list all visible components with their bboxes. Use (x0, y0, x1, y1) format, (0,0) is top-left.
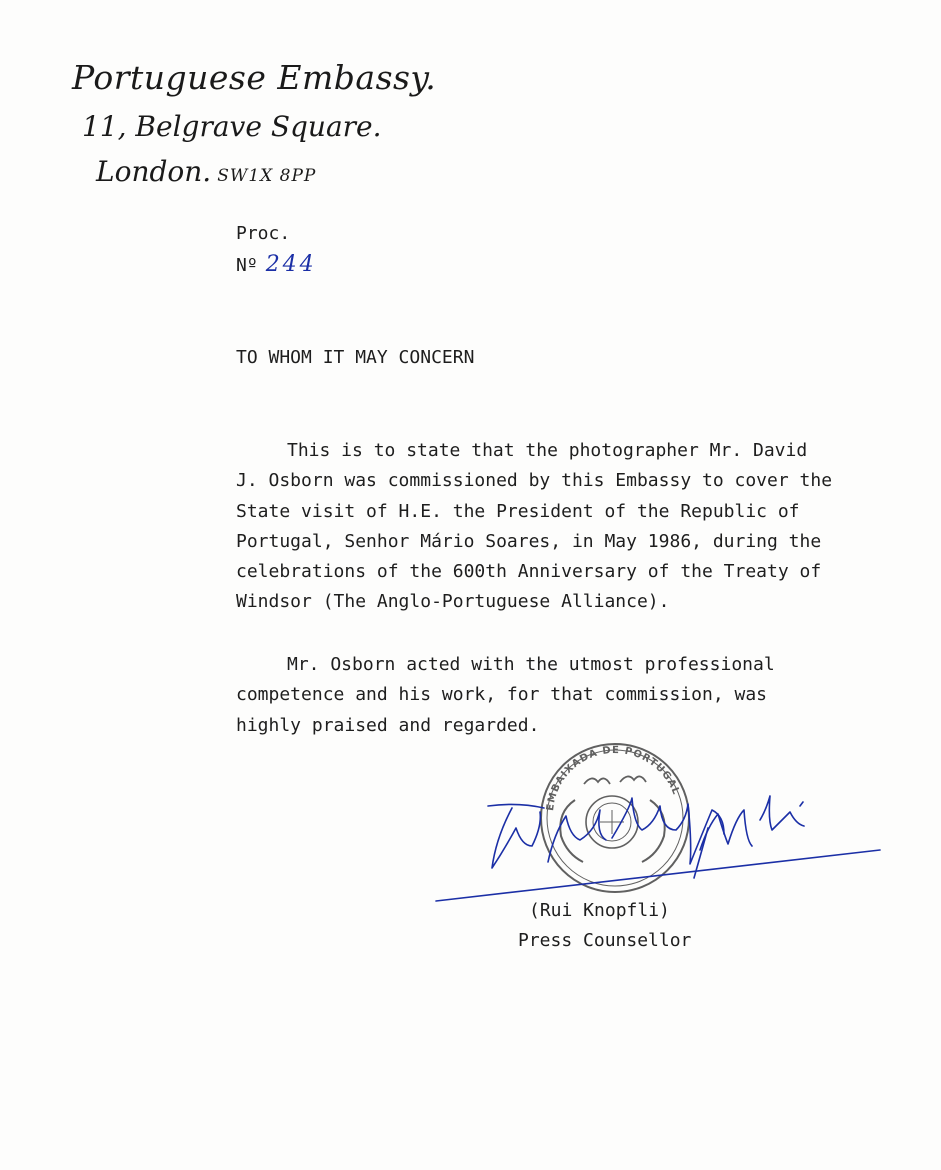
handwritten-number: 244 (265, 252, 317, 277)
paragraph-line: highly praised and regarded. (236, 714, 540, 736)
paragraph-line: Windsor (The Anglo-Portuguese Alliance). (236, 591, 670, 613)
letterhead-postcode: SW1X 8PP (217, 166, 317, 186)
paragraph-line: State visit of H.E. the President of the Republic of (236, 500, 800, 522)
paragraph-line: This is to state that the photographer Mr. David (287, 440, 808, 461)
paragraph-line: celebrations of the 600th Anniversary of the Treaty of (236, 561, 822, 583)
paragraph-line: Portugal, Senhor Mário Soares, in May 1986, during the (236, 530, 822, 552)
letterhead-embassy-name: Portuguese Embassy. (72, 58, 437, 97)
embassy-seal-stamp (541, 744, 689, 892)
salutation: TO WHOM IT MAY CONCERN (236, 347, 475, 368)
stamp-text: EMBAIXADA DE PORTUGAL (545, 744, 682, 812)
number-label: Nº (236, 255, 258, 276)
paragraph-line: competence and his work, for that commission, was (236, 684, 768, 706)
signatory-name: (Rui Knopfli) (529, 900, 670, 921)
paragraph-line: Mr. Osborn acted with the utmost professional (287, 654, 775, 675)
letterhead-street: 11, Belgrave Square. (82, 110, 382, 143)
letterhead-city-name: London. (96, 155, 212, 188)
signatory-title: Press Counsellor (518, 930, 692, 951)
paragraph-line: J. Osborn was commissioned by this Embassy to cover the (236, 470, 833, 492)
proc-label: Proc. (236, 223, 291, 244)
svg-text:EMBAIXADA DE PORTUGAL (545, 745, 681, 811)
